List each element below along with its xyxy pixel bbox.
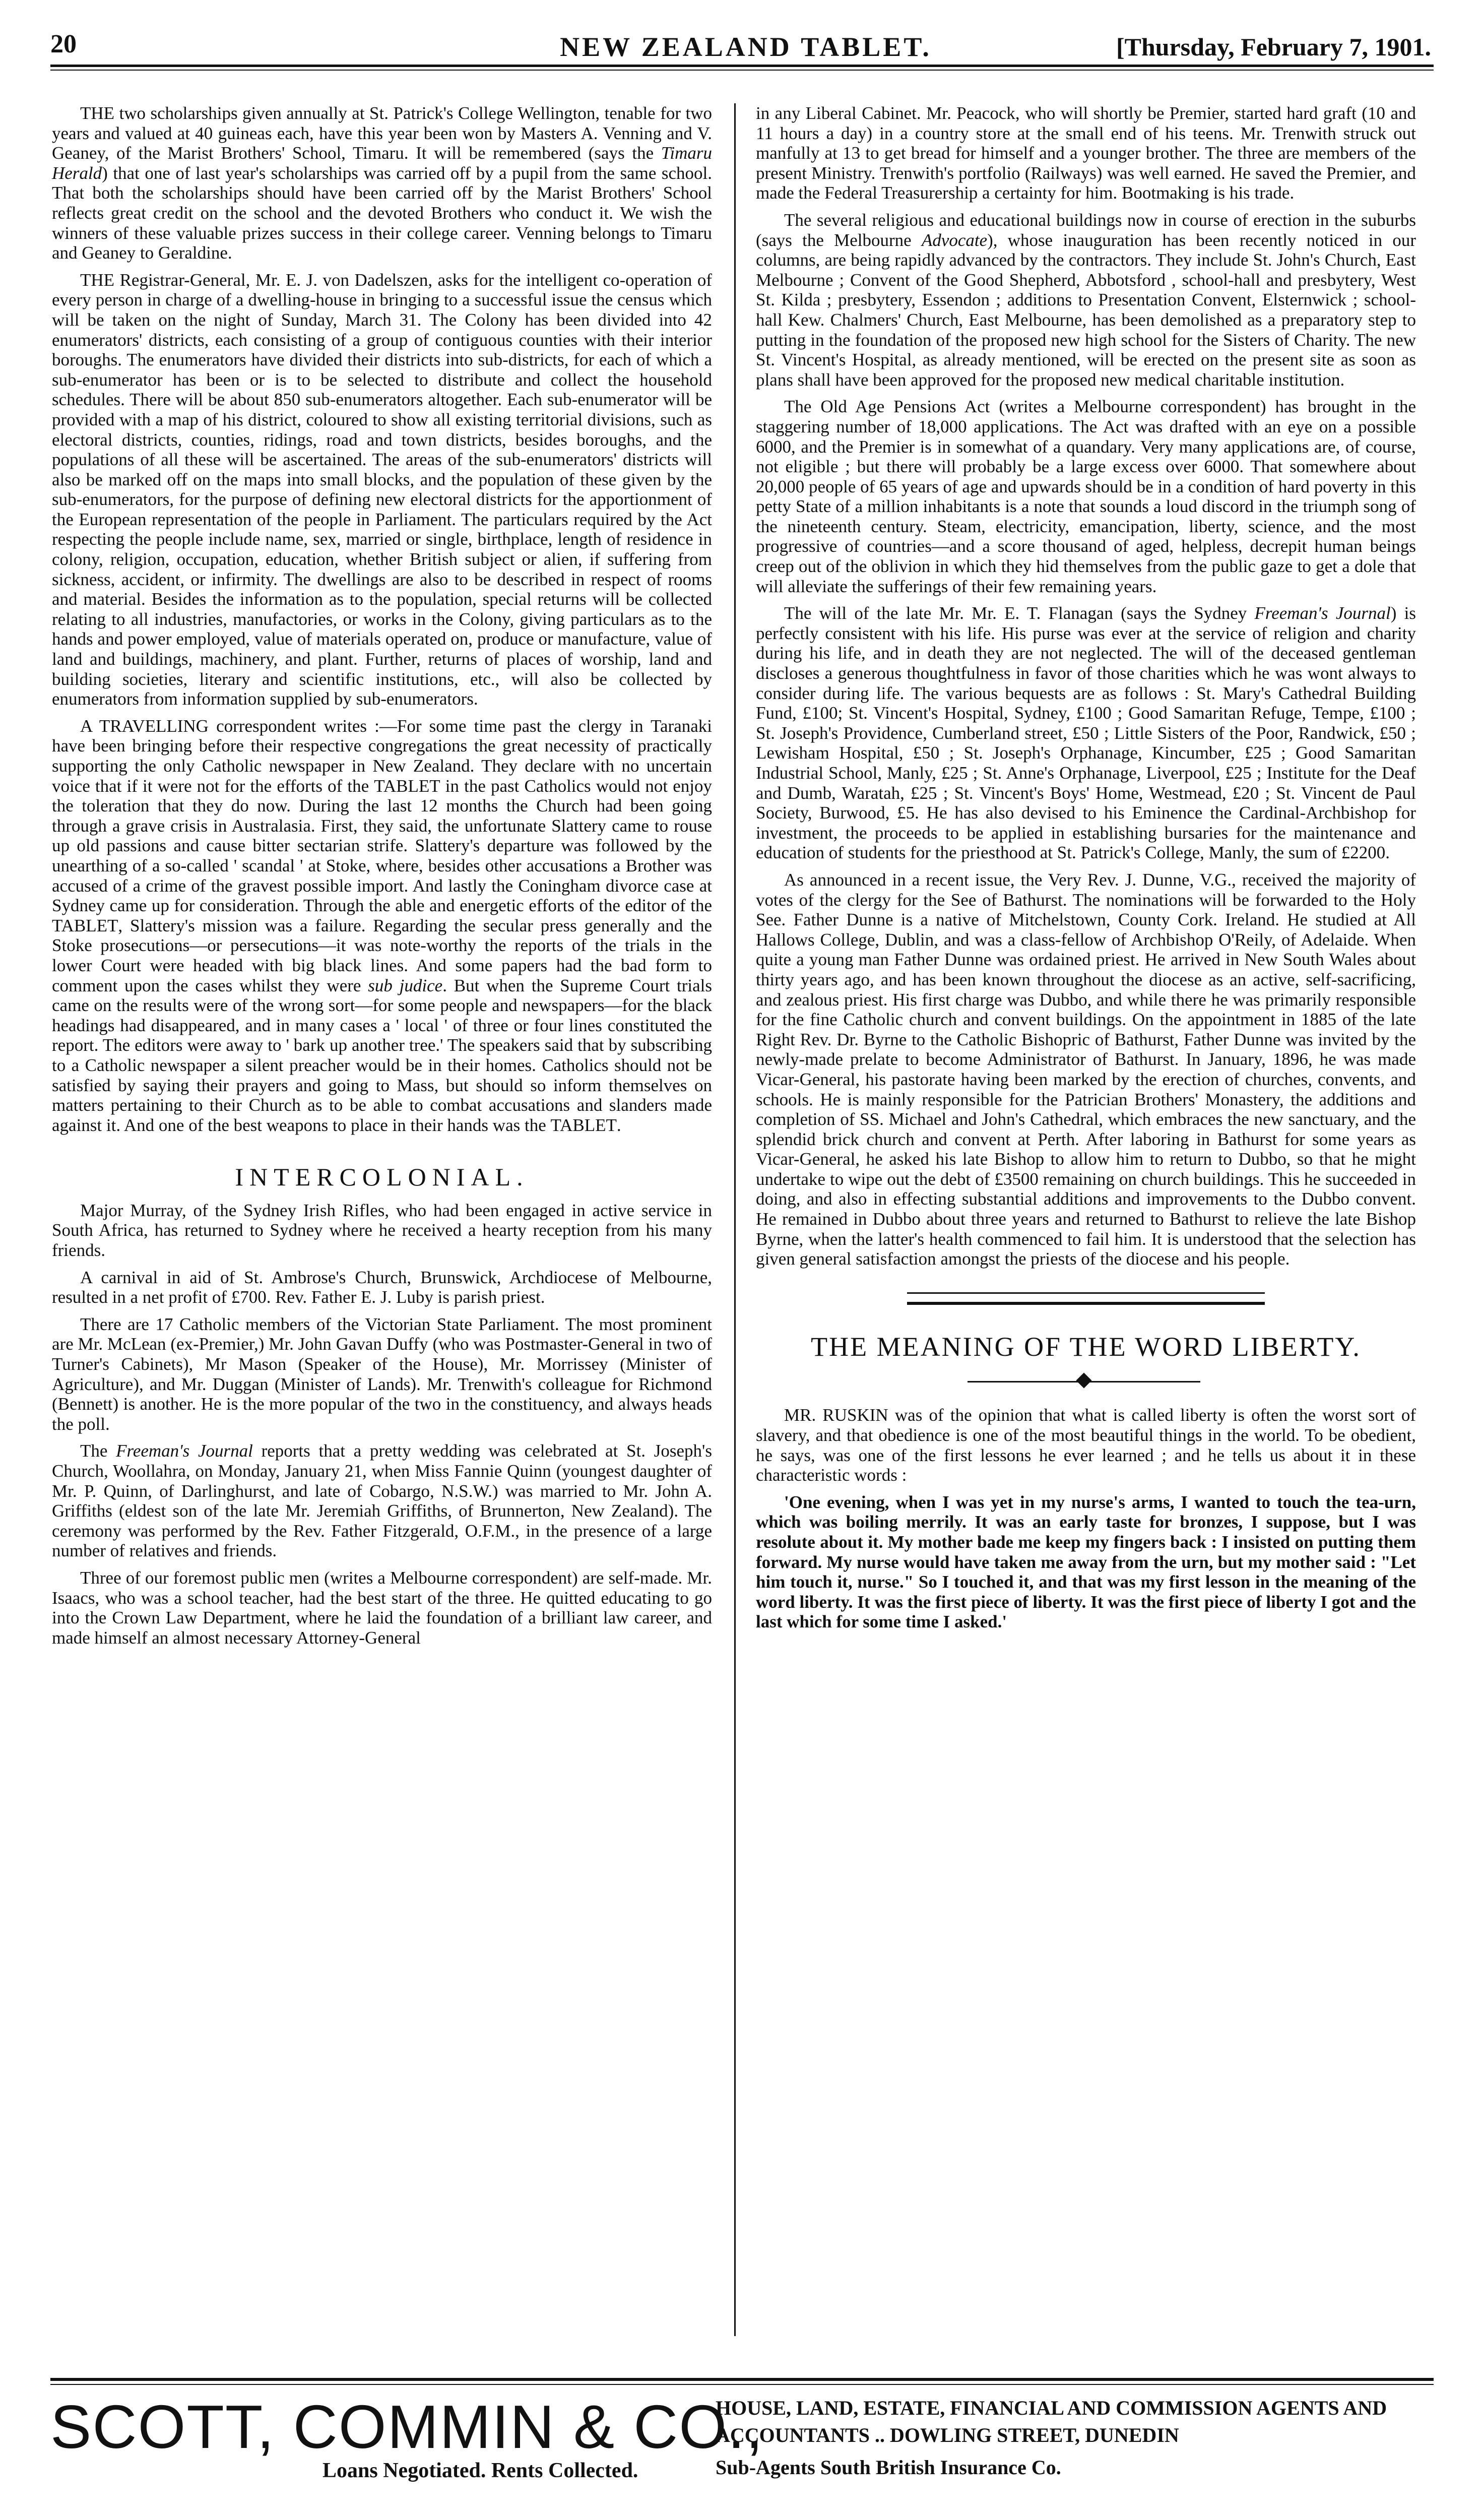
issue-date: [Thursday, February 7, 1901.: [1116, 33, 1431, 61]
masthead: NEW ZEALAND TABLET.: [560, 32, 932, 62]
header-rule-thin: [50, 70, 1434, 71]
paragraph-ruskin: MR. RUSKIN was of the opinion that what is called liberty is often the worst sort of slavery, and that obedience is one of the most beautiful things in the world. To be obedient, he says, was one of the first lessons he ever learned ; and he tells us about it in these characteristic words :: [756, 1405, 1416, 1485]
section-separator: [907, 1292, 1265, 1305]
paragraph-buildings: The several religious and educational buildings now in course of erection in the suburbs (says the Melbourne Advocate), whose inauguration has been recently noticed in our columns, are being rapidly advanced by the contractors. They include St. John's Church, East Melbourne ; Convent of the Good Shepherd, Abbotsford , school-hall and presbytery, West St. Kilda ; presbytery, Essendon ; additions to Presentation Convent, Elsternwick ; school-hall Kew. Chalmers' Church, East Melbourne, has been demolished as a preparatory step to putting in the foundation of the proposed new high school for the Sisters of Charity. The new St. Vincent's Hospital, as already mentioned, will be erected on the present site as soon as plans shall have been approved for the proposed new medical charitable institution.: [756, 210, 1416, 390]
advertiser-address: ACCOUNTANTS .. DOWLING STREET, DUNEDIN: [716, 2424, 1179, 2446]
paragraph-dunne: As announced in a recent issue, the Very Rev. J. Dunne, V.G., received the majority of votes of the clergy for the See of Bathurst. The nominations will be forwarded to the Holy See. Father Dunne is a native of Mitchelstown, County Cork. Ireland. He studied at All Hallows College, Dublin, and was a class-fellow of Archbishop O'Reily, of Adelaide. When quite a young man Father Dunne was ordained priest. He arrived in New South Wales about thirty years ago, and has been known throughout the diocese as an active, self-sacrificing, and zealous priest. His first charge was Dubbo, and while there he was primarily responsible for the fine Catholic church and convent buildings. On the appointment in 1885 of the late Right Rev. Dr. Byrne to the Catholic Bishopric of Bathurst, Father Dunne was invited by the newly-made prelate to become Administrator of Bathurst. In January, 1896, he was made Vicar-General, his pastorate having been marked by the erection of churches, convents, and schools. He is mainly responsible for the Patrician Brothers' Monastery, the additions and completion of SS. Michael and John's Cathedral, which embraces the new sanctuary, and the splendid brick church and convent at Perth. After laboring in Bathurst for some years as Vicar-General, he asked his late Bishop to allow him to return to Dubbo, so that he might undertake to wipe out the debt of £3500 remaining on church buildings. This he succeeded in doing, and also in effecting substantial additions and improvements to the Dubbo convent. He remained in Dubbo about three years and returned to Bathurst to relieve the late Bishop Byrne, when the latter's health commenced to fail him. It is understood that the selection has given general satisfaction amongst the priests of the diocese and his people.: [756, 869, 1416, 1269]
advertiser-loans: Loans Negotiated. Rents Collected.: [322, 2459, 638, 2482]
footer-rule-thin: [50, 2384, 1434, 2385]
paragraph-parliament: There are 17 Catholic members of the Victorian State Parliament. The most prominent are Mr. McLean (ex-Premier,) Mr. John Gavan Duffy (who was Postmaster-General in two of Turner's Cabinets), Mr Mason (Speaker of the House), Mr. Morrissey (Minister of Agriculture), and Mr. Duggan (Minister of Lands). Mr. Trenwith's colleague for Richmond (Bennett) is another. He is the more popular of the two in the constituency, and always heads the poll.: [52, 1314, 712, 1434]
publication-name: Freeman's Journal: [1254, 603, 1391, 623]
publication-name: Advocate: [921, 230, 988, 250]
publication-name: Freeman's Journal: [116, 1441, 253, 1461]
right-column: [756, 103, 1416, 2321]
column-divider: [734, 103, 736, 2336]
lead-word: MR. RUSKIN: [784, 1405, 888, 1425]
advertiser-services: HOUSE, LAND, ESTATE, FINANCIAL AND COMMISSION AGENTS AND: [716, 2397, 1387, 2419]
diamond-ornament-icon: [1076, 1373, 1091, 1389]
left-column: [52, 103, 712, 2321]
publication-name: Timaru Herald: [52, 143, 712, 183]
paragraph-self-made: Three of our foremost public men (writes a Melbourne correspondent) are self-made. Mr. Isaacs, who was a school teacher, had the best start of the three. He quitted educating to go into the Crown Law Department, where he laid the foundation of a brilliant law career, and made himself an almost necessary Attorney-General: [52, 1567, 712, 1648]
paragraph-major-murray: Major Murray, of the Sydney Irish Rifles, who had been engaged in active service in South Africa, has returned to Sydney where he received a hearty reception from his many friends.: [52, 1200, 712, 1261]
advertiser-name: SCOTT, COMMIN & CO.,: [50, 2393, 764, 2461]
section-title-liberty: THE MEANING OF THE WORD LIBERTY.: [811, 1331, 1361, 1362]
header-rule: [50, 65, 1434, 67]
paragraph-cabinet-cont: in any Liberal Cabinet. Mr. Peacock, who will shortly be Premier, started hard graft (10 and 11 hours a day) in a country store at the small end of his teens. Mr. Trenwith struck out manfully at 13 to get bread for himself and a younger brother. The three are members of the present Ministry. Trenwith's portfolio (Railways) was well earned. He saved the Premier, and made the Federal Treasurership a certainty for him. Bootmaking is his trade.: [756, 103, 1416, 203]
title-ornament: [756, 1370, 1416, 1393]
paragraph-will: The will of the late Mr. Mr. E. T. Flanagan (says the Sydney Freeman's Journal) is perfectly consistent with his life. His purse was ever at the service of religion and charity during his life, and in death they are not neglected. The will of the deceased gentleman discloses a generous thoughtfulness in favor of those charities which he was wont always to consider during life. The various bequests are as follows : St. Mary's Cathedral Building Fund, £100; St. Vincent's Hospital, Sydney, £100 ; Good Samaritan Refuge, Tempe, £100 ; St. Joseph's Providence, Cumberland street, £50 ; Little Sisters of the Poor, Randwick, £50 ; Lewisham Hospital, £50 ; St. Joseph's Orphanage, Kincumber, £25 ; Good Samaritan Industrial School, Manly, £25 ; St. Anne's Orphanage, Liverpool, £25 ; Institute for the Deaf and Dumb, Waratah, £25 ; St. Vincent's Boys' Home, Westmead, £20 ; St. Vincent de Paul Society, Burwood, £5. He has also devised to his Eminence the Cardinal-Archbishop for investment, the proceeds to be applied in establishing bursaries for the maintenance and education of students for the priesthood at St. Patrick's College, Manly, the sum of £2200.: [756, 603, 1416, 863]
paragraph-carnival: A carnival in aid of St. Ambrose's Church, Brunswick, Archdiocese of Melbourne, resulted in a net profit of £700. Rev. Father E. J. Luby is parish priest.: [52, 1267, 712, 1307]
footer-rule: [50, 2378, 1434, 2381]
lead-word: THE: [80, 103, 115, 123]
lead-word: THE: [80, 270, 115, 290]
paragraph-scholarships: THE two scholarships given annually at St. Patrick's College Wellington, tenable for two years and valued at 40 guineas each, have this year been won by Masters A. Venning and V. Geaney, of the Marist Brothers' School, Timaru. It will be remembered (says the Timaru Herald) that one of last year's scholarships was carried off by a pupil from the same school. That both the scholarships should have been carried off by the Marist Brothers' School reflects great credit on the school and the devoted Brothers who conduct it. We wish the winners of these valuable prizes success in their college career. Venning belongs to Timaru and Geaney to Geraldine.: [52, 103, 712, 263]
paragraph-census: THE Registrar-General, Mr. E. J. von Dadelszen, asks for the intelligent co-operation of every person in charge of a dwelling-house in bringing to a successful issue the census which will be taken on the night of Sunday, March 31. The Colony has been divided into 42 enumerators' districts, each consisting of a group of contiguous counties with their interior boroughs. The enumerators have divided their districts into sub-districts, for each of which a sub-enumerator has been or is to be selected to distribute and collect the household schedules. There will be about 850 sub-enumerators altogether. Each sub-enumerator will be provided with a map of his district, coloured to show all existing territorial divisions, such as electoral districts, counties, ridings, road and town districts, besides boroughs, and the populations of all these will be ascertained. The areas of the sub-enumerators' districts will also be marked off on the maps into small blocks, and the population of these given by the sub-enumerators, for the purpose of defining new electoral districts for the apportionment of the European representation of the people in Parliament. The particulars required by the Act respecting the people include name, sex, married or single, birthplace, length of residence in colony, religion, occupation, education, whether British subject or alien, if suffering from sickness, accident, or infirmity. The dwellings are also to be described in respect of rooms and material. Besides the information as to the population, special returns will be collected relating to all industries, manufactories, or works in the Colony, giving particulars as to the hands and power employed, value of materials operated on, produce or manufacture, value of land and buildings, machinery, and plant. Further, returns of places of worship, land and building societies, literary and scientific institutions, etc., will also be collected by enumerators from information supplied by sub-enumerators.: [52, 270, 712, 709]
page-number: 20: [50, 30, 77, 58]
section-title-intercolonial: INTERCOLONIAL.: [235, 1163, 529, 1191]
paragraph-taranaki: A TRAVELLING correspondent writes :—For some time past the clergy in Taranaki have been bringing before their respective congregations the great necessity of practically supporting the only Catholic newspaper in New Zealand. They declare with no uncertain voice that if it were not for the efforts of the TABLET in the past Catholics would not enjoy the toleration that they do now. During the last 12 months the Church had been going through a grave crisis in Australasia. First, they said, the unfortunate Slattery came to rouse up old passions and cause bitter sectarian strife. Slattery's departure was followed by the unearthing of a so-called ' scandal ' at Stoke, where, besides other accusations a Brother was accused of a crime of the gravest possible import. And lastly the Coningham divorce case at Sydney came up for consideration. Through the able and energetic efforts of the editor of the TABLET, Slattery's mission was a failure. Regarding the secular press generally and the Stoke prosecutions—or persecutions—it was note-worthy the reports of the trials in the lower Court were headed with big black lines. And some papers had the bad form to comment upon the cases whilst they were sub judice. But when the Supreme Court trials came on the results were of the wrong sort—for some people and newspapers—for the black headings had disappeared, and in many cases a ' local ' of three or four lines constituted the report. The editors were away to ' bark up another tree.' The speakers said that by subscribing to a Catholic newspaper a silent preacher would be in their homes. Catholics should not be satisfied by saying their prayers and going to Mass, but should so inform themselves on matters pertaining to their Church as to be able to combat accusations and slanders made against it. And one of the best weapons to place in their hands was the TABLET.: [52, 716, 712, 1135]
advertiser-agency: Sub-Agents South British Insurance Co.: [716, 2456, 1061, 2479]
paragraph-pensions: The Old Age Pensions Act (writes a Melbourne correspondent) has brought in the staggering number of 18,000 applications. The Act was drafted with an eye on a possible 6000, and the Premier is in somewhat of a quandary. Very many applications are, of course, not eligible ; but there will probably be a large excess over 6000. That somewhere about 20,000 people of 65 years of age and upwards should be in a condition of hard poverty in this petty State of a million inhabitants is a note that sounds a loud discord in the triumph song of the nineteenth century. Steam, electricity, emancipation, liberty, science, and the most progressive of countries—and a score thousand of aged, helpless, decrepit human beings creep out of the oblivion in which they hid themselves from the public gaze to get a dole that will alleviate the sufferings of their few remaining years.: [756, 397, 1416, 596]
lead-word: A TRAVELLING: [80, 716, 209, 736]
quote-ruskin: 'One evening, when I was yet in my nurse's arms, I wanted to touch the tea-urn, which was boiling merrily. It was an early taste for bronzes, I suppose, but I was resolute about it. My mother bade me keep my fingers back : I insisted on putting them forward. My nurse would have taken me away from the urn, but my mother said : "Let him touch it, nurse." So I touched it, and that was my first lesson in the meaning of the word liberty. It was the first piece of liberty. It was the first piece of liberty I got and the last which for some time I asked.': [756, 1492, 1416, 1632]
paragraph-wedding: The Freeman's Journal reports that a pretty wedding was celebrated at St. Joseph's Church, Woollahra, on Monday, January 21, when Miss Fannie Quinn (youngest daughter of Mr. P. Quinn, of Darlinghurst, and late of Cobargo, N.S.W.) was married to Mr. John A. Griffiths (eldest son of the late Mr. Jeremiah Griffiths, of Brunnerton, New Zealand). The ceremony was performed by the Rev. Father Fitzgerald, O.F.M., in the presence of a large number of relatives and friends.: [52, 1441, 712, 1561]
